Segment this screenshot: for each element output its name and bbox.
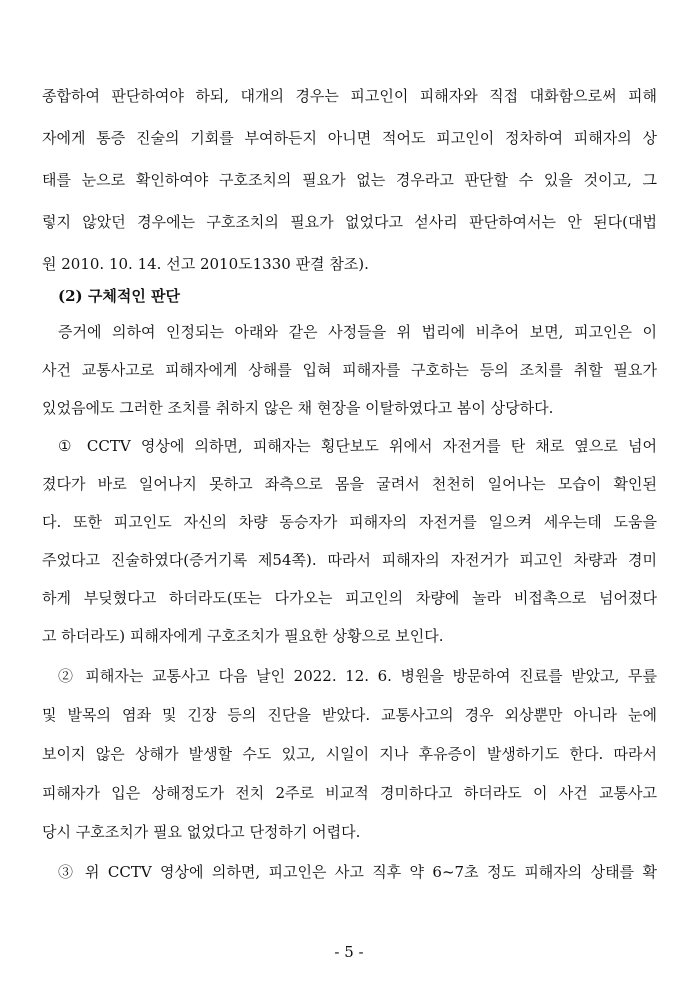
- text-line: 태를 눈으로 확인하여야 구호조치의 필요가 없는 경우라고 판단할 수 있을 것이고, 그: [42, 171, 657, 189]
- text-line: 및 발목의 염좌 및 긴장 등의 진단을 받았다. 교통사고의 경우 외상뿐만 아니라 눈에: [42, 706, 657, 724]
- text-line: 피해자가 입은 상해정도가 전치 2주로 비교적 경미하다고 하더라도 이 사건 교통사고: [42, 784, 657, 802]
- text-line: 있었음에도 그러한 조치를 취하지 않은 채 현장을 이탈하였다고 봄이 상당하다.: [42, 399, 554, 417]
- text-line: 종합하여 판단하여야 하되, 대개의 경우는 피고인이 피해자와 직접 대화함으로써 피해: [42, 87, 657, 105]
- text-line: 증거에 의하여 인정되는 아래와 같은 사정들을 위 법리에 비추어 보면, 피고인은 이: [58, 323, 657, 341]
- text-line: 하게 부딪혔다고 하더라도(또는 다가오는 피고인의 차량에 놀라 비접촉으로 넘어졌다: [42, 589, 657, 607]
- text-line: 자에게 통증 진술의 기회를 부여하든지 아니면 적어도 피고인이 정차하여 피해자의 상: [42, 129, 657, 147]
- text-line: 렇지 않았던 경우에는 구호조치의 필요가 없었다고 섣사리 판단하여서는 안 된다(대법: [42, 213, 657, 231]
- text-line: ③ 위 CCTV 영상에 의하면, 피고인은 사고 직후 약 6~7초 정도 피해자의 상태를 확: [58, 863, 657, 881]
- section-heading: (2) 구체적인 판단: [58, 287, 181, 305]
- text-line: 보이지 않은 상해가 발생할 수도 있고, 시일이 지나 후유증이 발생하기도 한다. 따라서: [42, 745, 657, 763]
- text-line: 주었다고 진술하였다(증거기록 제54쪽). 따라서 피해자의 자전거가 피고인 차량과 경미: [42, 551, 657, 569]
- text-line: 사건 교통사고로 피해자에게 상해를 입혀 피해자를 구호하는 등의 조치를 취할 필요가: [42, 361, 657, 379]
- text-line: 졌다가 바로 일어나지 못하고 좌측으로 몸을 굴려서 천천히 일어나는 모습이 확인된: [42, 475, 657, 493]
- text-line: 다. 또한 피고인도 자신의 차량 동승자가 피해자의 자전거를 일으켜 세우는데 도움을: [42, 513, 657, 531]
- text-line: ① CCTV 영상에 의하면, 피해자는 횡단보도 위에서 자전거를 탄 채로 옆으로 넘어: [58, 437, 657, 455]
- text-line: 고 하더라도) 피해자에게 구호조치가 필요한 상황으로 보인다.: [42, 627, 444, 645]
- text-line: 당시 구호조치가 필요 없었다고 단정하기 어렵다.: [42, 823, 361, 841]
- text-line: ② 피해자는 교통사고 다음 날인 2022. 12. 6. 병원을 방문하여 진료를 받았고, 무릎: [58, 667, 657, 685]
- page-number: - 5 -: [334, 943, 364, 961]
- text-line: 원 2010. 10. 14. 선고 2010도1330 판결 참조).: [42, 255, 369, 273]
